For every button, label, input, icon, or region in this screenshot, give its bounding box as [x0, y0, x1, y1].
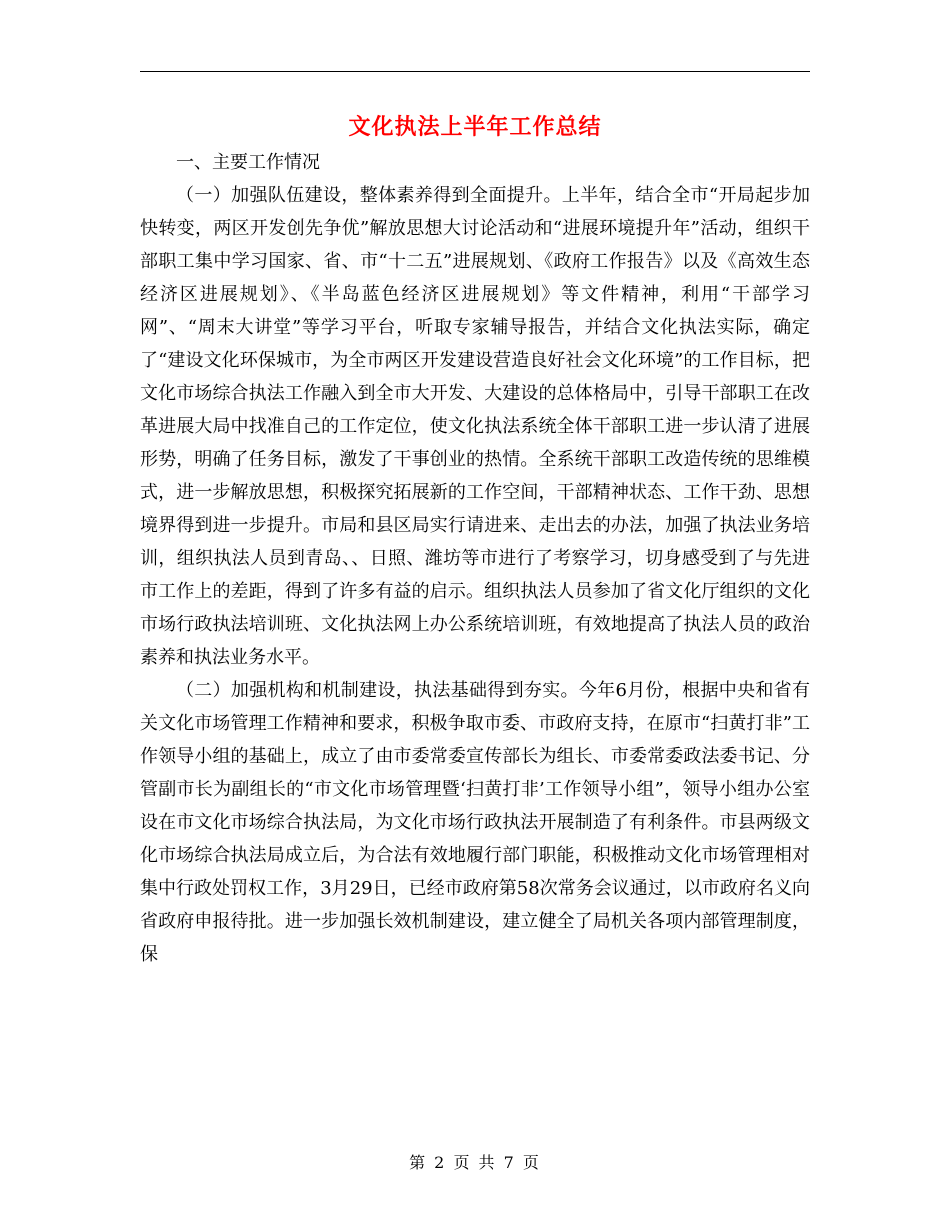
paragraph-team-building: （一）加强队伍建设，整体素养得到全面提升。上半年，结合全市“开局起步加快转变，两区开发创先争优”解放思想大讨论活动和“进展环境提升年”活动，组织干部职工集中学习国家、省、市“十二五”进展规划、《政府工作报告》以及《高效生态经济区进展规划》、《半岛蓝色经济区进展规划》等文件精神，利用“干部学习网”、“周末大讲堂”等学习平台，听取专家辅导报告，并结合文化执法实际，确定了“建设文化环保城市，为全市两区开发建设营造良好社会文化环境”的工作目标，把文化市场综合执法工作融入到全市大开发、大建设的总体格局中，引导干部职工在改革进展大局中找准自己的工作定位，使文化执法系统全体干部职工进一步认清了进展形势，明确了任务目标，激发了干事创业的热情。全系统干部职工改造传统的思维模式，进一步解放思想，积极探究拓展新的工作空间，干部精神状态、工作干劲、思想境界得到进一步提升。市局和县区局实行请进来、走出去的办法，加强了执法业务培训，组织执法人员到青岛、、日照、潍坊等市进行了考察学习，切身感受到了与先进市工作上的差距，得到了许多有益的启示。组织执法人员参加了省文化厅组织的文化市场行政执法培训班、文化执法网上办公系统培训班，有效地提高了执法人员的政治素养和执法业务水平。 [140, 185, 810, 668]
section-heading: 一、主要工作情况 [176, 152, 320, 173]
page-number-footer: 第 2 页 共 7 页 [409, 1153, 541, 1172]
document-title: 文化执法上半年工作总结 [348, 114, 602, 140]
document-body [140, 146, 810, 971]
paragraph-institution-building: （二）加强机构和机制建设，执法基础得到夯实。今年6月份，根据中央和省有关文化市场管理工作精神和要求，积极争取市委、市政府支持，在原市“扫黄打非”工作领导小组的基础上，成立了由市委常委宣传部长为组长、市委常委政法委书记、分管副市长为副组长的“市文化市场管理暨‘扫黄打非’工作领导小组”，领导小组办公室设在市文化市场综合执法局，为文化市场行政执法开展制造了有利条件。市县两级文化市场综合执法局成立后，为合法有效地履行部门职能，积极推动文化市场管理相对集中行政处罚权工作，3月29日，已经市政府第58次常务会议通过，以市政府名义向省政府申报待批。进一步加强长效机制建设，建立健全了局机关各项内部管理制度，保 [140, 680, 810, 965]
header-rule [140, 71, 810, 72]
